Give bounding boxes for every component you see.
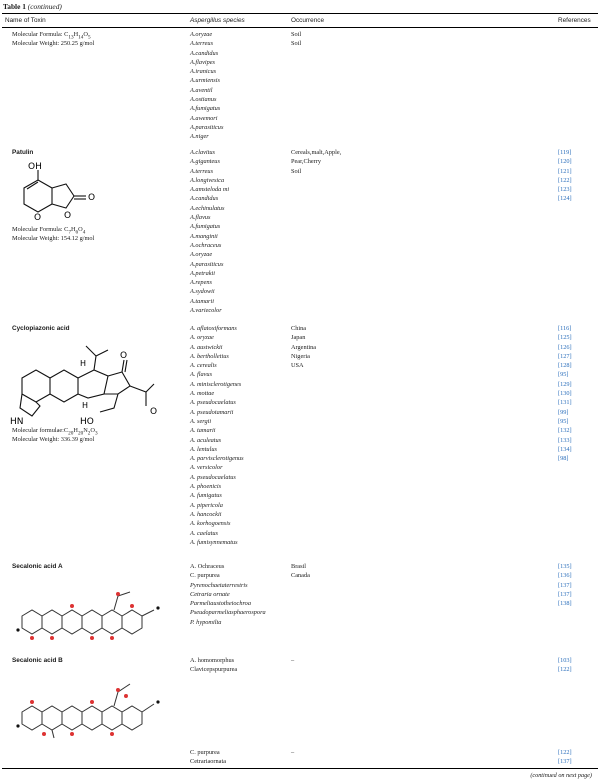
species-list-2: A. aflatoxiformans A. oryzae A. austwickii A. bertholletius A. cerealis A. flavus A. minisclerotigenes A. mottae A. pseudocaelatus A. pseudotamarii A. sergii A. tamarii A. aculeatus A. lentulus A. parvisclerotigenus A. versicolor A. pseudocaelatus A. phoenicis A. fumigatus A. pipericola A. hancockii A. korhogoensis A. caelatus A. fumisynnematus [190,325,244,546]
patulin-structure [8,160,103,224]
refs-list-5 [558,748,572,767]
ref-link[interactable]: [95] [558,371,569,379]
ref-link[interactable]: [126] [558,343,572,351]
ref-link[interactable]: [137] [558,758,572,766]
weight-line-1: Molecular Weight: 154.12 g/mol [12,235,95,242]
ref-link[interactable]: [138] [558,600,572,608]
cpa-o1-label: O [120,351,128,361]
toxin-name-secalonic-b: Secalonic acid B [12,657,63,664]
refs-list-3 [558,562,572,608]
ref-link[interactable]: [119] [558,149,572,156]
species-list-3: A. Ochraceus C. purpurea Pyrenochaetaterrestris Cetraria ornate Parmeliaustotheiochroa Pseudoparmeliasphaerospora P. hypomilta [190,563,266,626]
ref-link[interactable]: [131] [558,399,572,407]
header-rule [2,27,598,28]
species-list-1: A.clavitus A.giganteus A.terreus A.longivesica A.amsteloda mi A.candidus A.echinulatus A.flavus A.fumigatus A.manginii A.ochraceus A.oryzae A.parasiticus A.petrakii A.repens A.sydowii A.tamarii A.variecolor [190,149,230,315]
ref-link[interactable]: [122] [558,749,572,756]
ref-link[interactable]: [132] [558,427,572,435]
species-list-0: A.oryzae A.terreus A.candidus A.flavipes A.iranicus A.urmiensis A.aventil A.ostianus A.fumigatus A.awemori A.parasiticus A.niger [190,31,224,141]
occurrence-list-1: Cereals,malt,Apple, Pear,Cherry Soil [291,149,342,175]
ref-link[interactable]: [98] [558,455,569,463]
col-header-species: Aspergillus species [190,17,245,24]
table-label: Table 1 [3,2,26,11]
occurrence-list-0: Soil Soil [291,31,302,48]
species-list-4: A. homomorphus Clavicepspurpurea [190,657,238,674]
toxin-name-cyclopiazonic: Cyclopiazonic acid [12,325,70,332]
ref-link[interactable]: [95] [558,417,569,425]
ref-link[interactable]: [128] [558,362,572,370]
cpa-ho-label: HO [80,417,94,427]
refs-list-2 [558,324,572,463]
ref-link[interactable]: [116] [558,325,572,332]
occurrence-list-3: Brasil Canada [291,563,310,580]
ref-link[interactable]: [130] [558,390,572,398]
refs-list-4 [558,656,572,675]
cpa-h1-label: H [80,359,87,368]
patulin-o3-label: O [88,193,96,203]
bottom-rule [2,768,598,769]
cpa-o2-label: O [150,407,158,417]
ref-link[interactable]: [129] [558,380,572,388]
ref-link[interactable]: [124] [558,195,572,203]
patulin-oh-label: OH [28,162,42,172]
patulin-o2-label: O [64,211,72,221]
ref-link[interactable]: [134] [558,445,572,453]
species-list-5: C. purpurea Cetrariaornata [190,749,227,766]
patulin-o1-label: O [34,213,42,223]
cpa-h2-label: H [82,401,89,410]
weight-line-0: Molecular Weight: 250.25 g/mol [12,40,95,47]
formula-line-2: Molecular $formulae:C_{20}H_{20}N_2O_3$ [12,427,98,437]
ref-link[interactable]: [120] [558,158,572,166]
ref-link[interactable]: [135] [558,563,572,570]
formula-line-1: Molecular Formula: $C_7H_6O_4$ [12,226,86,236]
ref-link[interactable]: [99] [558,408,569,416]
ref-link[interactable]: [123] [558,186,572,194]
col-header-references: References [558,17,591,24]
ref-link[interactable]: [137] [558,590,572,598]
ref-link[interactable]: [133] [558,436,572,444]
secalonic-a-structure [14,580,164,642]
occurrence-list-2: China Japan Argentina Nigeria USA [291,325,317,370]
table-caption-suffix: (continued) [27,2,62,11]
ref-link[interactable]: [136] [558,572,572,580]
toxin-name-patulin: Patulin [12,149,34,156]
ref-link[interactable]: [137] [558,581,572,589]
ref-link[interactable]: [103] [558,657,572,664]
occurrence-list-4: – [291,657,295,664]
col-header-occurrence: Occurrence [291,17,325,24]
weight-line-2: Molecular Weight: 336.39 g/mol [12,436,95,443]
occurrence-list-5: – [291,749,295,756]
ref-link[interactable]: [127] [558,352,572,360]
ref-link[interactable]: [122] [558,176,572,184]
formula-line-0: Molecular Formula: $C_{13}H_{14}O_5$ [12,31,91,41]
ref-link[interactable]: [121] [558,167,572,175]
ref-link[interactable]: [125] [558,334,572,342]
ref-link[interactable]: [122] [558,666,572,674]
refs-list-1 [558,148,572,204]
cyclopiazonic-structure [10,336,160,428]
col-header-toxin: Name of Toxin [5,17,46,24]
toxin-name-secalonic-a: Secalonic acid A [12,563,63,570]
top-rule [2,13,598,14]
cpa-hn-label: HN [10,417,24,427]
table-caption [3,2,62,11]
secalonic-b-structure [14,676,164,740]
continued-note: (continued on next page) [530,772,592,779]
